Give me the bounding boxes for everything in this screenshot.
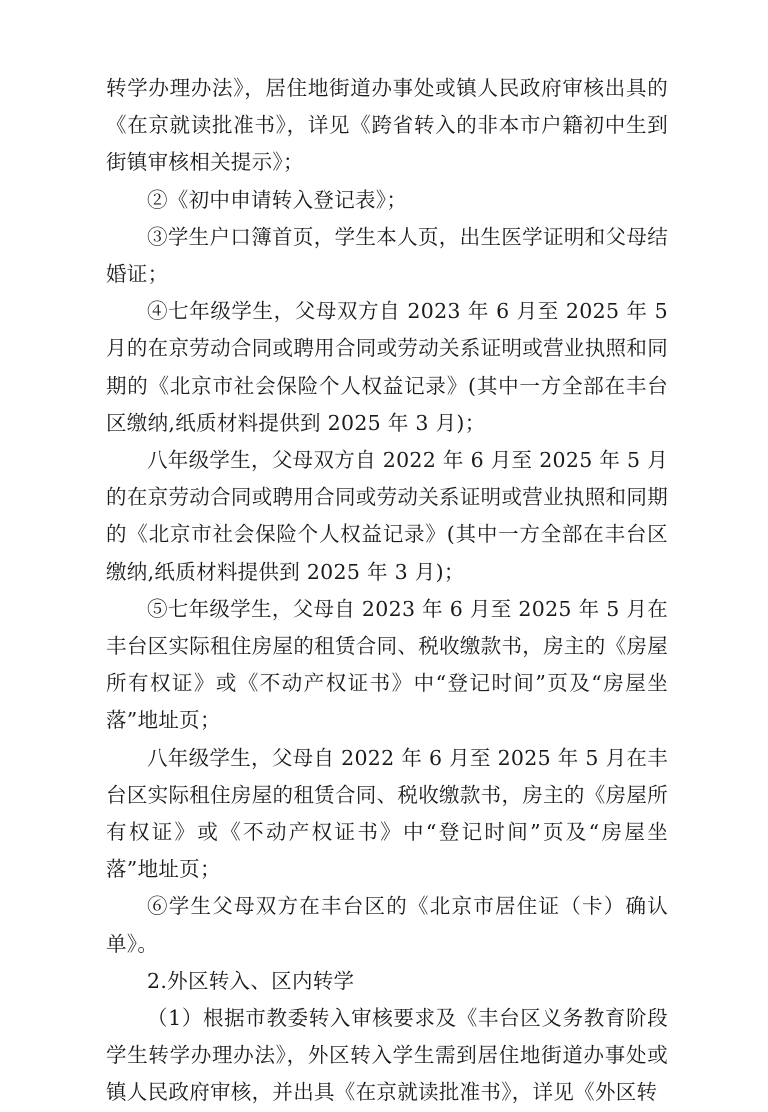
paragraph-1: 转学办理办法》，居住地街道办事处或镇人民政府审核出具的《在京就读批准书》，详见《跨省转入的非本市户籍初中生到街镇审核相关提示》； [106,76,668,175]
paragraph-3: ③学生户口簿首页，学生本人页，出生医学证明和父母结婚证； [106,224,668,287]
paragraph-10: （1）根据市教委转入审核要求及《丰台区义务教育阶段学生转学办理办法》，外区转入学生需到居住地街道办事处或镇人民政府审核，并出具《在京就读批准书》，详见《外区转 [106,1006,668,1105]
paragraph-4: ④七年级学生，父母双方自 2023 年 6 月至 2025 年 5 月的在京劳动合同或聘用合同或劳动关系证明或营业执照和同期的《北京市社会保险个人权益记录》(其中一方全部在丰台区缴纳,纸质材料提供到 2025 年 3 月)； [106,299,668,435]
paragraph-8: ⑥学生父母双方在丰台区的《北京市居住证（卡）确认单》。 [106,894,668,956]
paragraph-2: ②《初中申请转入登记表》； [147,187,408,212]
document-body [106,70,668,1112]
section-heading: 2.外区转入、区内转学 [147,968,355,993]
paragraph-6: ⑤七年级学生，父母自 2023 年 6 月至 2025 年 5 月在丰台区实际租住房屋的租赁合同、税收缴款书，房主的《房屋所有权证》或《不动产权证书》中“登记时间”页及“房屋坐落”地址页； [106,596,668,733]
paragraph-7: 八年级学生，父母自 2022 年 6 月至 2025 年 5 月在丰台区实际租住房屋的租赁合同、税收缴款书，房主的《房屋所有权证》或《不动产权证书》中“登记时间”页及“房屋坐落”地址页； [106,745,668,882]
paragraph-5: 八年级学生，父母双方自 2022 年 6 月至 2025 年 5 月的在京劳动合同或聘用合同或劳动关系证明或营业执照和同期的《北京市社会保险个人权益记录》(其中一方全部在丰台区缴纳,纸质材料提供到 2025 年 3 月)； [106,448,668,584]
